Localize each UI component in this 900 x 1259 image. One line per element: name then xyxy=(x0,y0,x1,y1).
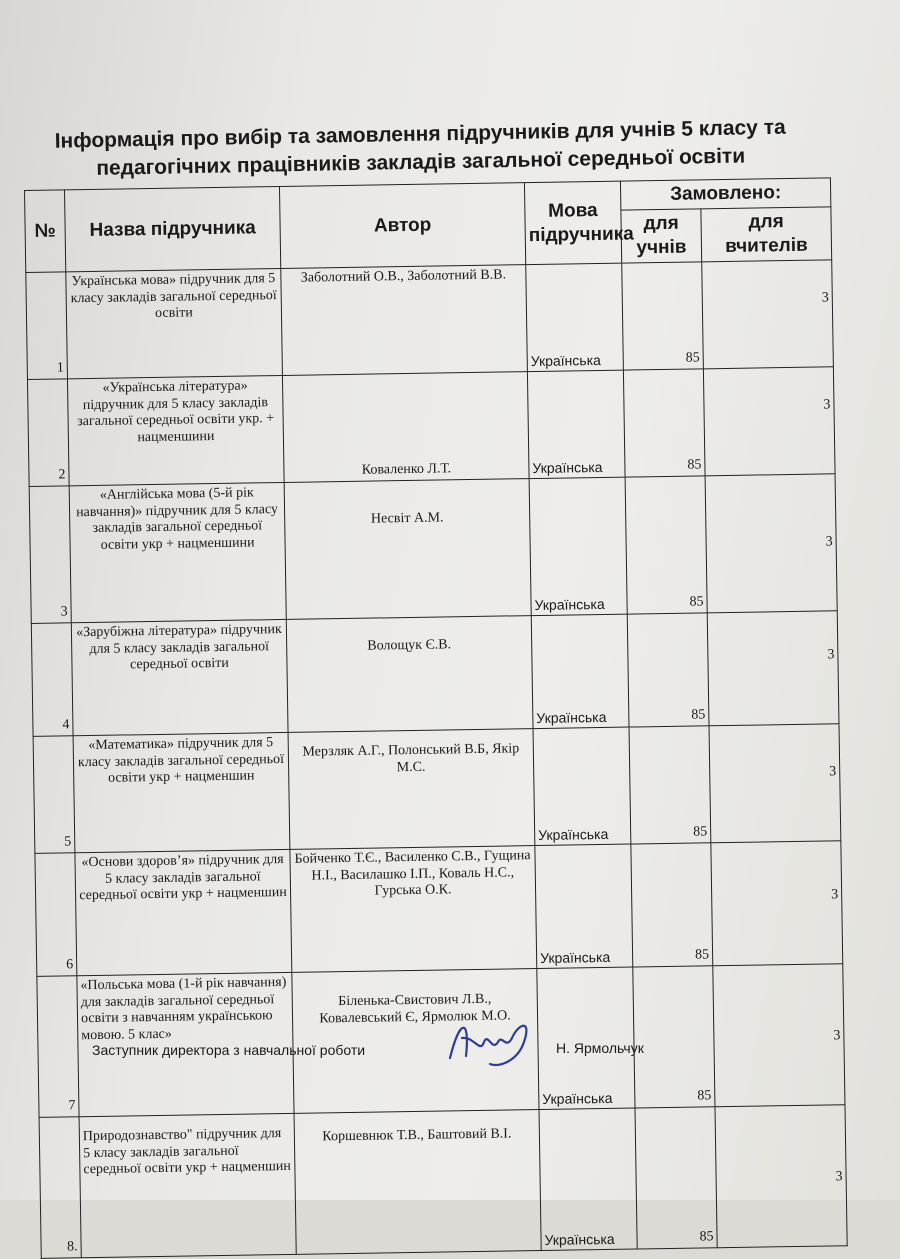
row-number: 3 xyxy=(29,486,71,624)
row-number: 2 xyxy=(27,379,69,487)
teachers-count: 3 xyxy=(705,474,837,613)
teachers-count: 3 xyxy=(715,1105,847,1248)
textbook-language: Українська xyxy=(533,727,631,845)
textbook-name: «Англійська мова (5-й рік навчання)» підручник для 5 класу закладів загальної середньої освіти укр + нацменшини xyxy=(69,482,286,622)
signer-name: Н. Ярмольчук xyxy=(556,1040,644,1056)
students-count: 85 xyxy=(631,843,713,967)
textbook-author: Коваленко Л.Т. xyxy=(282,372,529,483)
row-number: 4 xyxy=(31,623,73,737)
textbook-order-table xyxy=(24,177,848,1259)
teachers-count: 3 xyxy=(707,611,839,726)
textbook-language: Українська xyxy=(535,844,633,968)
textbook-language: Українська xyxy=(529,477,627,615)
textbook-table-wrapper xyxy=(24,177,847,1259)
students-count: 85 xyxy=(633,966,715,1108)
textbook-author: Несвіт А.М. xyxy=(284,479,531,620)
teachers-count: 3 xyxy=(711,841,843,966)
table-row xyxy=(26,260,834,380)
table-row xyxy=(39,1105,847,1259)
textbook-author: Мерзляк А.Г., Полонський В.Б, Якір М.С. xyxy=(288,729,535,850)
teachers-count: 3 xyxy=(709,724,841,843)
textbook-language: Українська xyxy=(527,370,625,478)
header-teachers: для вчителів xyxy=(701,207,832,262)
signature-image xyxy=(440,1008,540,1078)
students-count: 85 xyxy=(627,613,709,727)
textbook-name: «Зарубіжна література» підручник для 5 класу закладів загальної середньої освіти xyxy=(71,619,288,735)
table-row xyxy=(29,474,837,624)
students-count: 85 xyxy=(635,1107,717,1249)
header-ordered: Замовлено: xyxy=(620,178,830,210)
textbook-name: «Основи здоров’я» підручник для 5 класу закладів загальної середньої освіти укр + нацменшин xyxy=(75,849,292,975)
students-count: 85 xyxy=(625,476,707,614)
header-students: для учнів xyxy=(621,209,702,263)
textbook-name: «Математика» підручник для 5 класу закладів загальної середньої освіти укр + нацменшин xyxy=(73,732,290,852)
row-number: 8. xyxy=(39,1117,81,1259)
row-number: 1 xyxy=(26,272,68,380)
students-count: 85 xyxy=(622,262,704,370)
textbook-author: Коршевнюк Т.В., Баштовий В.І. xyxy=(294,1110,541,1255)
textbook-author: Заболотний О.В., Заболотний В.В. xyxy=(281,265,528,376)
textbook-language: Українська xyxy=(539,1108,637,1250)
students-count: 85 xyxy=(623,369,705,477)
table-row xyxy=(33,724,841,854)
header-name: Назва підручника xyxy=(65,186,281,271)
textbook-name: Українська мова» підручник для 5 класу закладів загальної середньої освіти xyxy=(66,268,283,378)
footer-position: Заступник директора з навчальної роботи xyxy=(92,1042,366,1058)
teachers-count: 3 xyxy=(702,260,834,369)
table-row xyxy=(35,841,843,977)
header-num: № xyxy=(25,190,66,273)
textbook-author: Біленька-Свистович Л.В., Ковалевський Є, Ярмолюк М.О. xyxy=(292,969,539,1114)
textbook-name: Природознавство" підручник для 5 класу закладів загальної середньої освіти укр + нацменшин xyxy=(79,1113,296,1257)
row-number: 6 xyxy=(35,853,77,977)
textbook-name: «Українська література» підручник для 5 класу закладів загальної середньої освіти укр. + нацменшини xyxy=(67,375,284,485)
table-row xyxy=(31,611,839,737)
teachers-count: 3 xyxy=(703,367,835,476)
textbook-language: Українська xyxy=(531,614,629,728)
header-lang: Мова підручника xyxy=(524,181,621,264)
textbook-author: Волощук Є.В. xyxy=(286,616,533,733)
header-author: Автор xyxy=(279,183,525,269)
textbook-language: Українська xyxy=(537,967,635,1109)
row-number: 7 xyxy=(37,976,79,1118)
students-count: 85 xyxy=(629,726,711,844)
table-row xyxy=(27,367,835,487)
textbook-author: Бойченко Т.Є., Василенко С.В., Гущина Н.І., Василашко І.П., Коваль Н.С., Гурська О.К. xyxy=(290,846,537,973)
row-number: 5 xyxy=(33,736,75,854)
textbook-language: Українська xyxy=(526,263,624,371)
textbook-name: «Польська мова (1-й рік навчання) для закладів загальної середньої освіти з навчанням українською мовою. 5 клас» xyxy=(77,972,294,1116)
teachers-count: 3 xyxy=(713,964,845,1107)
document-title: Інформація про вибір та замовлення підручників для учнів 5 класу та педагогічних працівників закладів загальної середньої освіти xyxy=(54,115,786,180)
